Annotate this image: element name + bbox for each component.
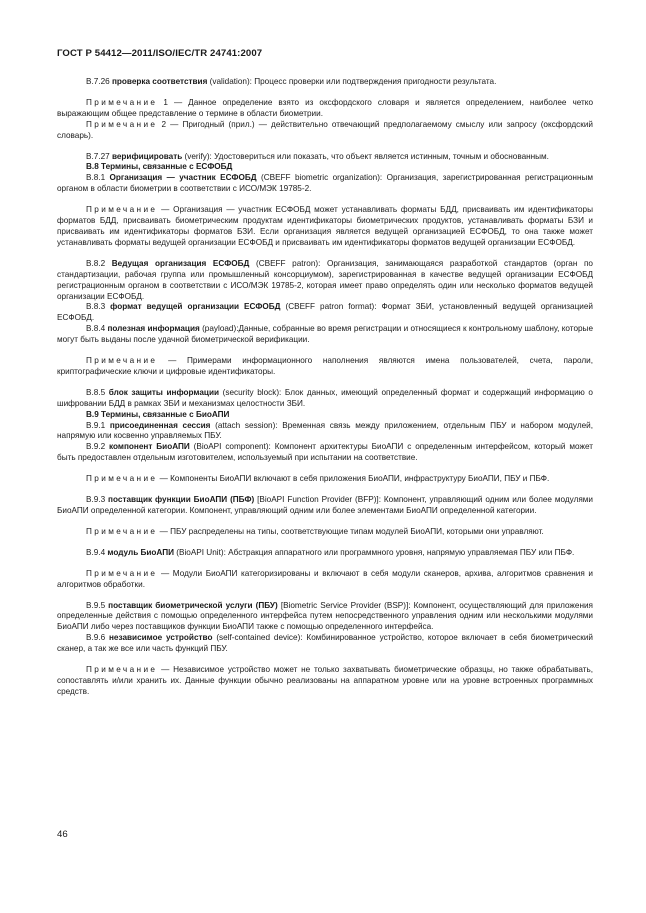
note-paragraph bbox=[57, 665, 593, 698]
note-paragraph bbox=[57, 527, 593, 538]
section-title: В.8 Термины, связанные с ЕСФОБД bbox=[86, 162, 233, 172]
term-number: В.9.5 bbox=[86, 600, 109, 610]
section-heading bbox=[57, 410, 593, 421]
section-heading bbox=[57, 162, 593, 173]
term-paragraph bbox=[57, 442, 593, 464]
note-paragraph bbox=[57, 98, 593, 120]
term-definition: (attach session): Временная связь между приложением, отдельным ПБУ и набором модулей, напрямую или косвенно управляемых ПБУ. bbox=[57, 420, 593, 441]
term-paragraph bbox=[57, 324, 593, 346]
term-definition: [BioAPI Function Provider (BFP)]: Компонент, управляющий одним или более модулями БиоАПИ определенной категории. Компонент, управляющий одним или более элементами БиоАПИ определенной категории. bbox=[57, 495, 594, 515]
term-definition: (validation): Процесс проверки или подтверждения пригодности результата. bbox=[207, 77, 497, 86]
note-label: Примечание bbox=[86, 526, 158, 536]
term-number: В.9.3 bbox=[86, 495, 109, 505]
note-label: Примечание bbox=[86, 568, 158, 578]
section-title: В.9 Термины, связанные с БиоАПИ bbox=[86, 409, 230, 419]
term-name: присоединенная сессия bbox=[109, 420, 211, 430]
term-number: В.8.3 bbox=[86, 302, 111, 312]
term-definition: (verify): Удостовериться или показать, что объект является истинным, точным и обоснованным. bbox=[182, 151, 549, 161]
term-paragraph bbox=[57, 495, 593, 517]
term-paragraph bbox=[57, 173, 593, 195]
note-paragraph bbox=[57, 120, 593, 142]
term-definition: (BioAPI component): Компонент архитектуры БиоАПИ с определенным интерфейсом, который может быть предоставлен отдельным изготовителем, используемый при испытании на соответствие. bbox=[57, 442, 593, 463]
term-number: В.9.6 bbox=[86, 633, 109, 643]
term-definition: — Независимое устройство может не только захватывать биометрические образцы, но также обрабатывать, сопоставлять и/или хранить их. Данные функции обычно реализованы на аппаратном уровне или на уровне встроенных программных средств. bbox=[57, 665, 593, 696]
term-number: В.8.5 bbox=[86, 387, 109, 397]
term-paragraph bbox=[57, 388, 593, 410]
term-name: поставщик функции БиоАПИ (ПБФ) bbox=[108, 495, 255, 505]
term-definition: (security block): Блок данных, имеющий определенный формат и содержащий информацию о шифровании БДД в рамках ЗБИ и механизмах целостности ЗБИ. bbox=[57, 387, 593, 408]
term-definition: (CBEFF patron format): Формат ЗБИ, установленный ведущей организацией ЕСФОБД. bbox=[57, 302, 593, 323]
term-number: В.7.27 bbox=[86, 151, 112, 161]
document-body bbox=[57, 77, 593, 698]
term-name: формат ведущей организации ЕСФОБД bbox=[110, 302, 281, 312]
term-number: В.8.4 bbox=[86, 324, 108, 334]
note-paragraph bbox=[57, 569, 593, 591]
note-paragraph bbox=[57, 356, 593, 378]
term-definition: 2 — Пригодный (прил.) — действительно отвечающий предполагаемому смыслу или запросу (оксфордский словарь). bbox=[57, 119, 593, 140]
term-name: блок защиты информации bbox=[108, 387, 220, 397]
document-header: ГОСТ Р 54412—2011/ISO/IEC/TR 24741:2007 bbox=[57, 48, 263, 59]
term-paragraph bbox=[57, 548, 593, 559]
term-number: В.8.1 bbox=[86, 173, 110, 183]
term-definition: (payload):Данные, собранные во время регистрации и относящиеся к контрольному шаблону, которые могут быть выданы после удачной биометрической верификации. bbox=[57, 324, 593, 345]
term-name: независимое устройство bbox=[108, 633, 213, 643]
term-number: В.8.2 bbox=[86, 258, 112, 268]
term-paragraph bbox=[57, 302, 593, 324]
term-paragraph bbox=[57, 601, 593, 634]
term-definition: — ПБУ распределены на типы, соответствующие типам модулей БиоАПИ, которыми они управляют. bbox=[157, 526, 544, 536]
term-number: В.9.1 bbox=[86, 420, 110, 430]
page-number: 46 bbox=[57, 829, 68, 840]
note-label: Примечание bbox=[86, 474, 158, 484]
term-number: В.9.4 bbox=[86, 547, 108, 557]
term-name: компонент БиоАПИ bbox=[109, 442, 190, 452]
term-definition: — Модули БиоАПИ категоризированы и включают в себя модули сканеров, архива, алгоритмов сравнения и алгоритмов обработки. bbox=[57, 568, 593, 589]
term-name: Ведущая организация ЕСФОБД bbox=[111, 258, 250, 268]
term-name: модуль БиоАПИ bbox=[107, 547, 174, 557]
term-name: полезная информация bbox=[107, 324, 200, 334]
note-paragraph bbox=[57, 474, 593, 485]
note-label: Примечание bbox=[86, 119, 158, 129]
term-name: Организация — участник ЕСФОБД bbox=[109, 173, 257, 183]
note-label: Примечание bbox=[86, 97, 158, 107]
term-number: В.7.26 bbox=[86, 77, 112, 86]
note-paragraph bbox=[57, 205, 593, 249]
term-definition: (self-contained device): Комбинированное устройство, которое включает в себя биометрический сканер, а так же все или часть функций ПБУ. bbox=[57, 633, 593, 654]
term-definition: 1 — Данное определение взято из оксфордского словаря и является определением, наиболее четко выражающим общее представление о термине в области биометрии. bbox=[57, 97, 593, 118]
note-label: Примечание bbox=[86, 356, 158, 366]
term-definition: (CBEFF patron): Организация, занимающаяся разработкой стандартов (орган по стандартизации, рабочая группа или промышленный консорциумом), зарегистрированная в качестве ведущей организации ЕСФОБД регистрационным органом в соответствии с ИСО/МЭК 19785-2, которая имеет право определять один или несколько форматов ведущей организации ЕСФОБД. bbox=[57, 258, 593, 301]
note-label: Примечание bbox=[86, 665, 158, 675]
note-label: Примечание bbox=[86, 205, 158, 215]
term-paragraph bbox=[57, 421, 593, 443]
term-number: В.9.2 bbox=[86, 442, 110, 452]
term-definition: [Biometric Service Provider (BSP)]: Компонент, осуществляющий для приложения определенные действия с помощью определенного интерфейса путем непосредственного управления одним или несколькими модулями БиоАПИ либо через поставщиков функции БиоАПИ также с помощью определенного интерфейса. bbox=[57, 600, 593, 632]
term-name: верифицировать bbox=[111, 151, 183, 161]
term-definition: — Примерами информационного наполнения являются имена пользователей, счета, пароли, криптографические ключи и цифровые идентификаторы. bbox=[57, 356, 593, 376]
term-definition: — Компоненты БиоАПИ включают в себя приложения БиоАПИ, инфраструктуру БиоАПИ, ПБУ и ПБФ. bbox=[157, 474, 550, 484]
term-paragraph bbox=[57, 77, 593, 88]
term-name: поставщик биометрической услуги (ПБУ) bbox=[108, 600, 278, 610]
term-definition: — Организация — участник ЕСФОБД может устанавливать форматы БДД, присваивать им идентификаторы форматов БДД, присваивать биометрическим продуктам идентификаторы биометрических продуктов, устанавливать форматы БЗИ и присваивать им идентификаторы форматов БЗИ. Если организация является ведущей организацией ЕСФОБД, то она также может устанавливать форматы ведущей организации ЕСФОБД и присваивать им идентификаторы форматов ведущей организации ЕСФОБД. bbox=[57, 205, 593, 247]
term-paragraph bbox=[57, 633, 593, 655]
term-definition: (CBEFF biometric organization): Организация, зарегистрированная регистрационным органом в области биометрии в соответствии с ИСО/МЭК 19785-2. bbox=[57, 173, 593, 194]
term-paragraph bbox=[57, 259, 593, 303]
term-name: проверка соответствия bbox=[111, 77, 208, 86]
term-paragraph bbox=[57, 152, 593, 163]
term-definition: (BioAPI Unit): Абстракция аппаратного или программного уровня, напрямую управляемая ПБУ или ПБФ. bbox=[174, 547, 575, 557]
